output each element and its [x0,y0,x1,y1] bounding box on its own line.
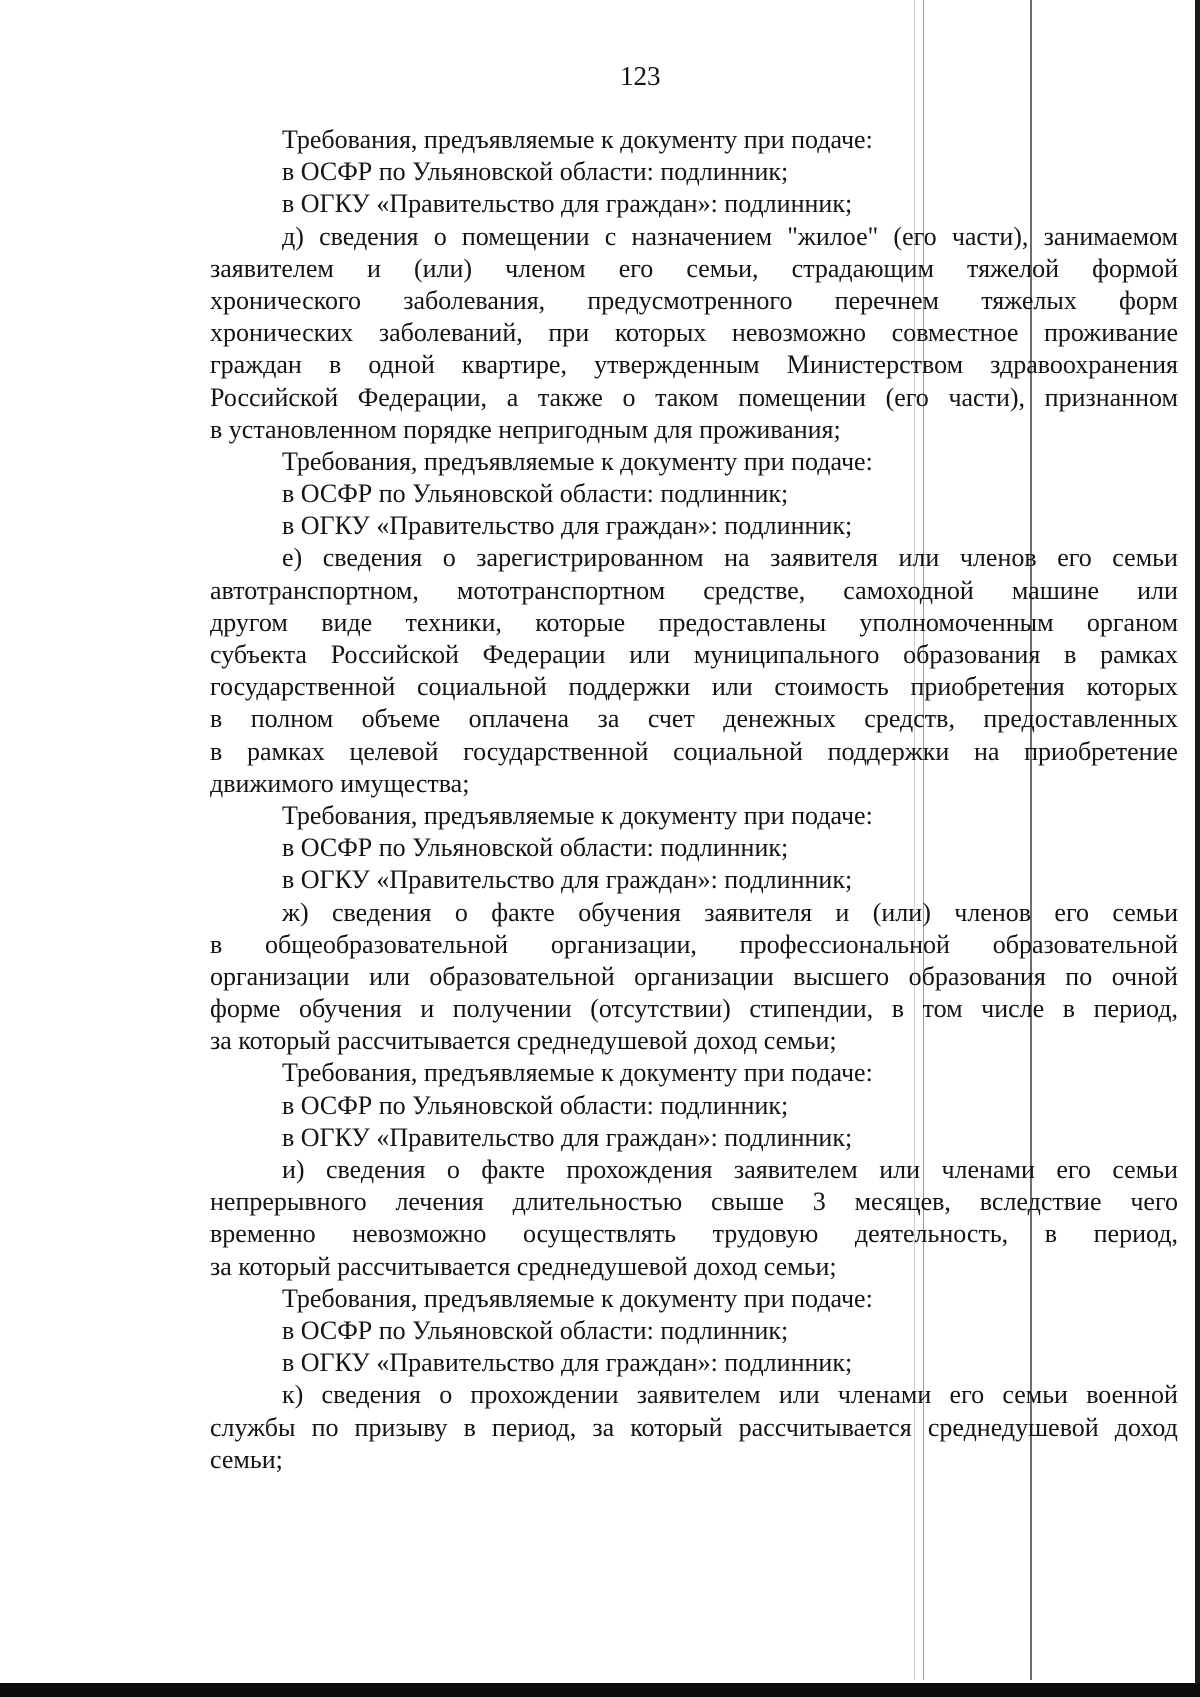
text-line: хронических заболеваний, при которых невозможно совместное проживание [210,318,1178,348]
text-line: Российской Федерации, а также о таком помещении (его части), признанном [210,382,1178,412]
text-line: к) сведения о прохождении заявителем или членами его семьи военной [282,1380,1178,1410]
text-line: Требования, предъявляемые к документу при подаче: [282,800,873,830]
text-line: в ОСФР по Ульяновской области: подлинник; [282,1090,789,1120]
text-line: граждан в одной квартире, утвержденным Министерством здравоохранения [210,350,1178,380]
text-line: в установленном порядке непригодным для проживания; [210,414,841,444]
text-line: в ОСФР по Ульяновской области: подлинник; [282,157,789,187]
text-line: государственной социальной поддержки или стоимость приобретения которых [210,672,1178,702]
text-line: форме обучения и получении (отсутствии) стипендии, в том числе в период, [210,994,1178,1024]
text-line: в ОГКУ «Правительство для граждан»: подлинник; [282,511,853,541]
text-line: заявителем и (или) членом его семьи, страдающим тяжелой формой [210,253,1178,283]
document-body [210,124,1178,1476]
text-line: в ОГКУ «Правительство для граждан»: подлинник; [282,189,853,219]
text-line: автотранспортном, мототранспортном средстве, самоходной машине или [210,575,1178,605]
text-line: движимого имущества; [210,768,470,798]
text-line: Требования, предъявляемые к документу при подаче: [282,446,873,476]
text-line: субъекта Российской Федерации или муниципального образования в рамках [210,640,1178,669]
text-line: д) сведения о помещении с назначением "жилое" (его части), занимаемом [282,221,1178,251]
text-line: и) сведения о факте прохождения заявителем или членами его семьи [282,1155,1178,1184]
text-line: Требования, предъявляемые к документу при подаче: [282,125,873,154]
text-line: за который рассчитывается среднедушевой доход семьи; [210,1026,837,1056]
text-line: в ОГКУ «Правительство для граждан»: подлинник; [282,1122,853,1152]
text-line: службы по призыву в период, за который рассчитывается среднедушевой доход [210,1412,1178,1442]
text-line: Требования, предъявляемые к документу при подаче: [282,1058,873,1088]
text-line: другом виде техники, которые предоставлены уполномоченным органом [210,607,1178,637]
text-line: в ОГКУ «Правительство для граждан»: подлинник; [282,865,853,895]
scan-bottom-border [0,1683,1200,1697]
text-line: Требования, предъявляемые к документу при подаче: [282,1283,873,1313]
text-line: организации или образовательной организации высшего образования по очной [210,961,1178,991]
text-line: за который рассчитывается среднедушевой доход семьи; [210,1251,837,1281]
text-line: в ОСФР по Ульяновской области: подлинник; [282,1315,789,1345]
text-line: в общеобразовательной организации, профессиональной образовательной [210,929,1178,959]
text-line: в ОГКУ «Правительство для граждан»: подлинник; [282,1348,853,1378]
text-line: в ОСФР по Ульяновской области: подлинник; [282,833,789,863]
text-line: в полном объеме оплачена за счет денежных средств, предоставленных [210,704,1178,734]
text-line: ж) сведения о факте обучения заявителя и (или) членов его семьи [282,897,1178,927]
text-line: хронического заболевания, предусмотренного перечнем тяжелых форм [210,285,1178,315]
text-line: семьи; [210,1444,283,1474]
text-line: е) сведения о зарегистрированном на заявителя или членов его семьи [282,543,1178,573]
text-line: непрерывного лечения длительностью свыше 3 месяцев, вследствие чего [210,1187,1178,1217]
page-number: 123 [620,61,661,91]
text-line: в ОСФР по Ульяновской области: подлинник; [282,479,789,509]
page-edge-shadow [1195,0,1200,1697]
text-line: временно невозможно осуществлять трудовую деятельность, в период, [210,1219,1178,1249]
text-line: в рамках целевой государственной социальной поддержки на приобретение [210,736,1178,766]
